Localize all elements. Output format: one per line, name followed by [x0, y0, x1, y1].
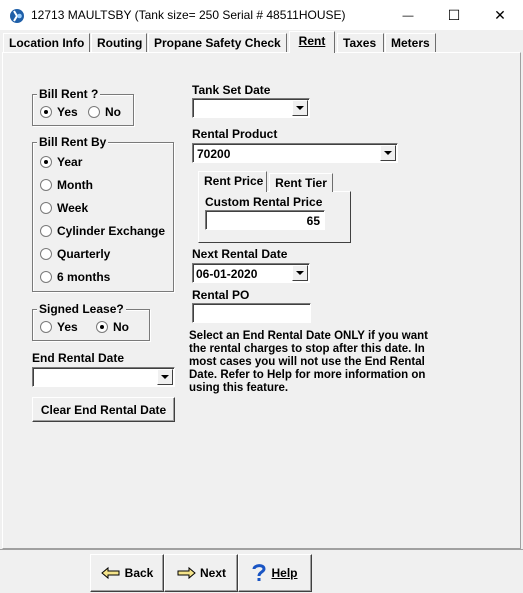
- signed-lease-no[interactable]: No: [96, 320, 129, 334]
- radio-week[interactable]: [40, 202, 52, 214]
- title-bar: [0, 0, 523, 31]
- next-label: Next: [199, 566, 226, 580]
- signed-lease-title: Signed Lease?: [39, 302, 124, 316]
- signed-lease-no-radio[interactable]: [96, 321, 108, 333]
- minimize-icon: —: [402, 9, 414, 22]
- tab-rent-price[interactable]: Rent Price: [198, 171, 267, 192]
- tab-location-info[interactable]: Location Info: [3, 33, 90, 53]
- bill-rent-title: Bill Rent ?: [39, 87, 99, 101]
- tab-rent[interactable]: Rent: [289, 31, 335, 53]
- next-button[interactable]: [164, 554, 238, 592]
- end-rental-date-dropdown[interactable]: [157, 369, 173, 385]
- help-button[interactable]: [238, 554, 312, 592]
- back-label: Back: [124, 566, 154, 580]
- close-button[interactable]: [477, 0, 523, 31]
- bill-rent-by-month[interactable]: Month: [40, 178, 93, 192]
- radio-cylinder-exchange[interactable]: [40, 225, 52, 237]
- rental-po-input[interactable]: [192, 303, 311, 323]
- bill-rent-no-radio[interactable]: [88, 106, 100, 118]
- rental-product-label: Rental Product: [192, 127, 278, 141]
- chevron-down-icon: [161, 375, 169, 379]
- tab-rent-tier[interactable]: Rent Tier: [269, 173, 333, 192]
- custom-rental-price-value: 65: [306, 214, 320, 228]
- tab-propane-safety-check[interactable]: Propane Safety Check: [148, 33, 287, 53]
- signed-lease-yes[interactable]: Yes: [40, 320, 78, 334]
- next-rental-date-value: 06-01-2020: [196, 267, 258, 281]
- bill-rent-yes[interactable]: Yes: [40, 105, 78, 119]
- help-label: Help: [271, 566, 298, 580]
- end-rental-help-text: Select an End Rental Date ONLY if you want the rental charges to stop after this date. In most cases you will not use the End Rental Date. Refer to Help for more information on using this feature.: [189, 330, 429, 394]
- bill-rent-by-year[interactable]: Year: [40, 155, 82, 169]
- rental-product-combo[interactable]: [192, 143, 398, 163]
- bill-rent-by-week[interactable]: Week: [40, 201, 88, 215]
- radio-year[interactable]: [40, 156, 52, 168]
- chevron-down-icon: [296, 271, 304, 275]
- window-title: 12713 MAULTSBY (Tank size= 250 Serial # 48511HOUSE): [31, 8, 346, 22]
- minimize-button[interactable]: [385, 0, 431, 31]
- bill-rent-by-quarterly[interactable]: Quarterly: [40, 247, 110, 261]
- end-rental-date-combo[interactable]: [32, 367, 175, 387]
- help-question-icon: [252, 563, 266, 583]
- next-rental-date-combo[interactable]: [192, 263, 310, 283]
- bill-rent-yes-radio[interactable]: [40, 106, 52, 118]
- next-rental-date-dropdown[interactable]: [292, 265, 308, 281]
- app-icon: [9, 8, 25, 24]
- signed-lease-yes-radio[interactable]: [40, 321, 52, 333]
- maximize-icon: ☐: [447, 7, 461, 23]
- rental-po-label: Rental PO: [192, 288, 250, 302]
- tab-taxes[interactable]: Taxes: [337, 33, 384, 53]
- bill-rent-no[interactable]: No: [88, 105, 121, 119]
- back-hand-icon: [101, 566, 121, 580]
- end-rental-date-label: End Rental Date: [32, 351, 125, 365]
- tank-set-date-dropdown[interactable]: [292, 100, 308, 116]
- radio-6-months[interactable]: [40, 271, 52, 283]
- close-icon: ✕: [494, 7, 506, 23]
- next-rental-date-label: Next Rental Date: [192, 247, 288, 261]
- bill-rent-by-6-months[interactable]: 6 months: [40, 270, 110, 284]
- chevron-down-icon: [384, 151, 392, 155]
- back-button[interactable]: [90, 554, 164, 592]
- radio-month[interactable]: [40, 179, 52, 191]
- tab-routing[interactable]: Routing: [91, 33, 147, 53]
- chevron-down-icon: [296, 106, 304, 110]
- maximize-button[interactable]: [431, 0, 477, 31]
- tab-meters[interactable]: Meters: [385, 33, 436, 53]
- clear-end-rental-date-button[interactable]: Clear End Rental Date: [32, 397, 175, 422]
- next-hand-icon: [176, 566, 196, 580]
- tank-set-date-combo[interactable]: [192, 98, 310, 118]
- custom-rental-price-label: Custom Rental Price: [205, 195, 323, 209]
- bill-rent-by-cylinder-exchange[interactable]: Cylinder Exchange: [40, 224, 165, 238]
- custom-rental-price-input[interactable]: [205, 210, 325, 230]
- rental-product-dropdown[interactable]: [380, 145, 396, 161]
- rental-product-value: 70200: [197, 147, 231, 161]
- bill-rent-by-title: Bill Rent By: [39, 135, 107, 149]
- tab-strip: [0, 31, 523, 53]
- radio-quarterly[interactable]: [40, 248, 52, 260]
- tank-set-date-label: Tank Set Date: [192, 83, 271, 97]
